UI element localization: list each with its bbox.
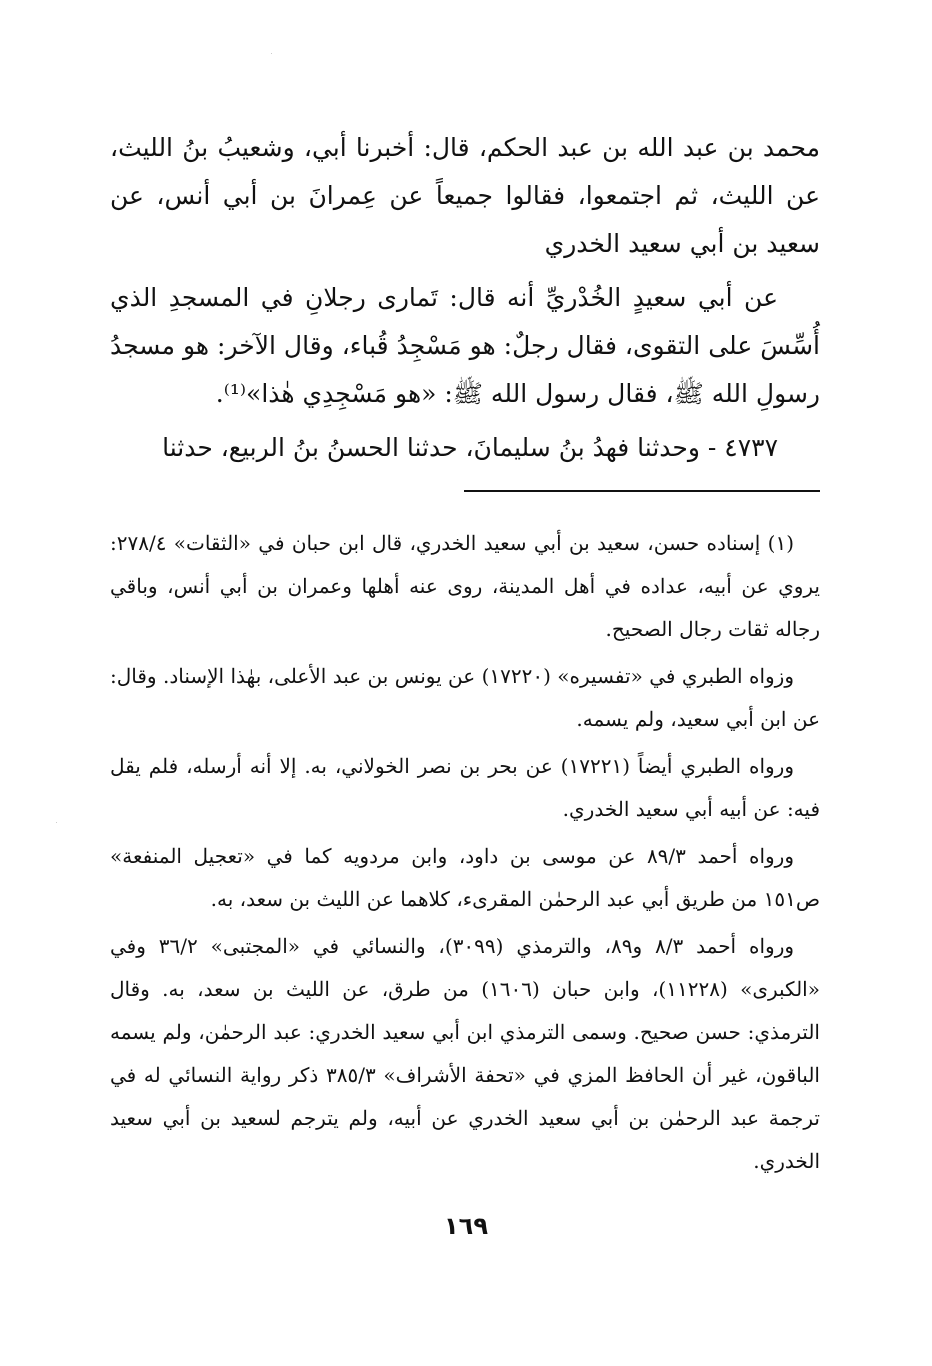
scan-speck [271,53,272,54]
page-content [110,124,820,1187]
page-number: ١٦٩ [444,1212,488,1240]
next-hadith-paragraph: ٤٧٣٧ - وحدثنا فهدُ بنُ سليمانَ، حدثنا الحسنُ بنُ الربيع، حدثنا [162,433,778,462]
footnotes-section [110,522,820,1183]
hadith-chain-paragraph: محمد بن عبد الله بن عبد الحكم، قال: أخبرنا أبي، وشعيبُ بنُ الليث، عن الليث، ثم اجتمعوا، فقالوا جميعاً عن عِمرانَ بن أبي أنس، عن سعيد بن أبي سعيد الخدري [110,133,820,258]
footnote-tabari-1: وزواه الطبري في «تفسيره» (١٧٢٢٠) عن يونس بن عبد الأعلى، بهٰذا الإسناد. وقال: عن ابن أبي سعيد، ولم يسمه. [110,664,820,731]
scan-speck [56,822,57,823]
footnote-1: (١) إسناده حسن، سعيد بن أبي سعيد الخدري، قال ابن حبان في «الثقات» ٢٧٨/٤: يروي عن أبيه، عداده في أهل المدينة، روى عنه أهلها وعمران بن أبي أنس، وباقي رجاله ثقات رجال الصحيح. [110,531,820,641]
footnote-ahmad-1: ورواه أحمد ٨٩/٣ عن موسى بن داود، وابن مردويه كما في «تعجيل المنفعة» ص١٥١ من طريق أبي عبد الرحمٰن المقرىء، كلاهما عن الليث بن سعد، به. [110,844,820,911]
hadith-text-paragraph: عن أبي سعيدٍ الخُدْريِّ أنه قال: تَمارى رجلانِ في المسجدِ الذي أُسِّسَ على التقوى، فقال رجلٌ: هو مَسْجِدُ قُباء، وقال الآخر: هو مسجدُ رسولِ الله ﷺ، فقال رسول الله ﷺ: «هو مَسْجِدِي هٰذا»⁽¹⁾. [110,283,820,408]
footnote-separator-wrap [110,478,820,512]
footnote-separator [464,490,820,492]
footnote-tabari-2: ورواه الطبري أيضاً (١٧٢٢١) عن بحر بن نصر الخولاني، به. إلا أنه أرسله، فلم يقل فيه: عن أبيه أبي سعيد الخدري. [110,754,820,821]
footnote-ahmad-2: ورواه أحمد ٨/٣ و٨٩، والترمذي (٣٠٩٩)، والنسائي في «المجتبى» ٣٦/٢ وفي «الكبرى» (١١٢٢٨)، وابن حبان (١٦٠٦) من طرق، عن الليث بن سعد، به. وقال الترمذي: حسن صحيح. وسمى الترمذي ابن أبي سعيد الخدري: عبد الرحمٰن، ولم يسمه الباقون، غير أن الحافظ المزي في «تحفة الأشراف» ٣٨٥/٣ ذكر رواية النسائي له في ترجمة عبد الرحمٰن بن أبي سعيد الخدري عن أبيه، ولم يترجم لسعيد بن أبي سعيد الخدري. [110,934,820,1173]
